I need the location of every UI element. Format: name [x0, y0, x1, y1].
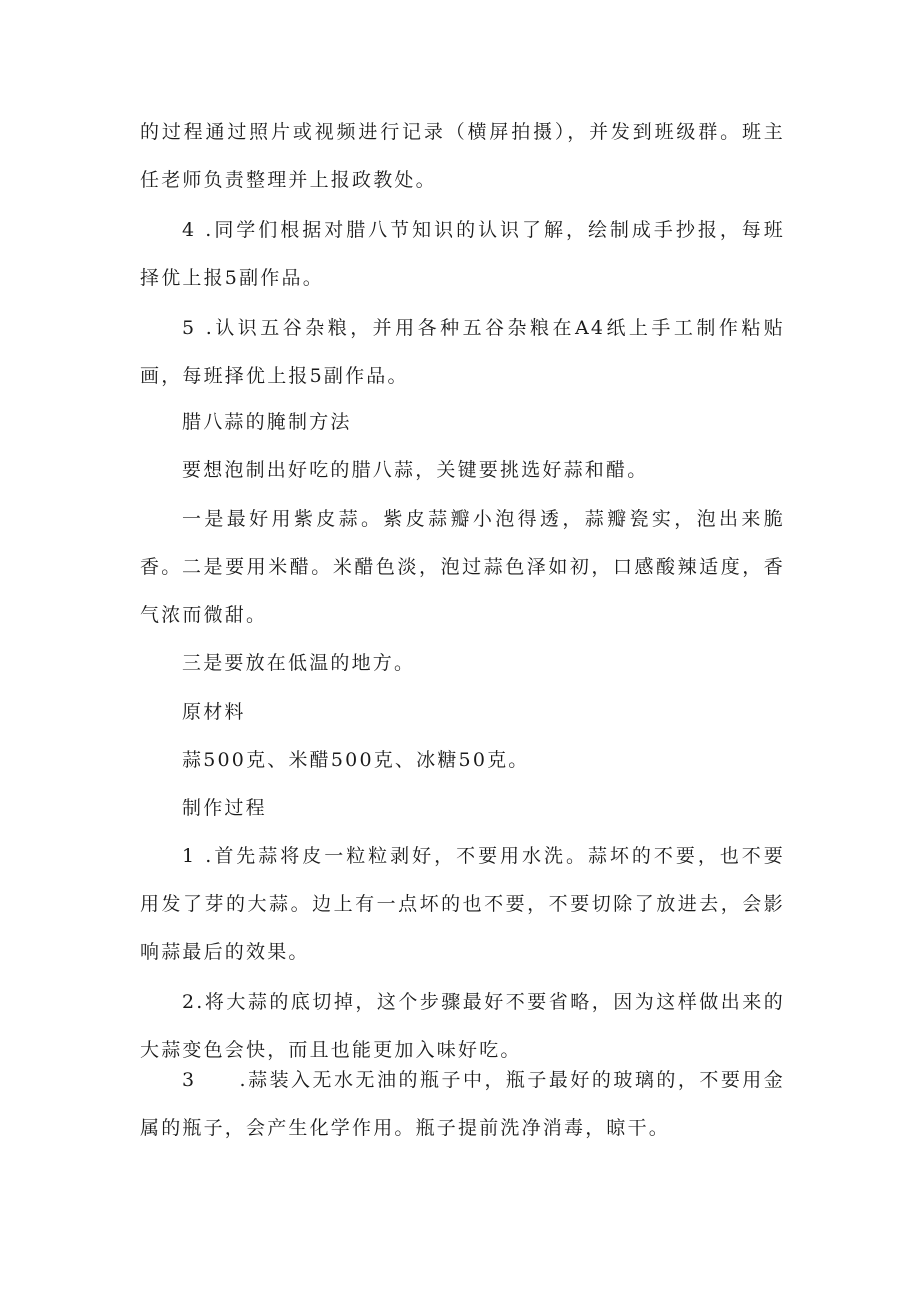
section-heading-process: 制作过程 [182, 797, 267, 819]
paragraph-intro: 要想泡制出好吃的腊八蒜，关键要挑选好蒜和醋。 [182, 459, 649, 481]
section-heading-method: 腊八蒜的腌制方法 [182, 411, 352, 433]
paragraph-item-4: 4 .同学们根据对腊八节知识的认识了解，绘制成手抄报，每班择优上报5副作品。 [140, 219, 785, 289]
paragraph-item-5: 5 .认识五谷杂粮，并用各种五谷杂粮在A4纸上手工制作粘贴画，每班择优上报5副作品。 [140, 317, 785, 387]
paragraph-step-3: 3 .蒜装入无水无油的瓶子中，瓶子最好的玻璃的，不要用金属的瓶子，会产生化学作用。瓶子提前洗净消毒，晾干。 [140, 1069, 785, 1139]
paragraph-continuation: 的过程通过照片或视频进行记录（横屏拍摄），并发到班级群。班主任老师负责整理并上报政教处。 [140, 121, 785, 191]
paragraph-garlic: 一是最好用紫皮蒜。紫皮蒜瓣小泡得透，蒜瓣瓷实，泡出来脆香。 [140, 508, 785, 578]
paragraph-vinegar: 二是要用米醋。米醋色淡，泡过蒜色泽如初，口感酸辣适度，香气浓而微甜。 [140, 556, 785, 626]
paragraph-temperature: 三是要放在低温的地方。 [182, 652, 416, 674]
paragraph-step-2: 2.将大蒜的底切掉，这个步骤最好不要省略，因为这样做出来的大蒜变色会快，而且也能更加入味好吃。 [140, 991, 785, 1061]
paragraph-ingredients: 蒜500克、米醋500克、冰糖50克。 [182, 749, 530, 771]
section-heading-ingredients: 原材料 [182, 701, 246, 723]
paragraph-step-1: 1 .首先蒜将皮一粒粒剥好，不要用水洗。蒜坏的不要，也不要用发了芽的大蒜。边上有一点坏的也不要，不要切除了放进去，会影响蒜最后的效果。 [140, 845, 785, 963]
